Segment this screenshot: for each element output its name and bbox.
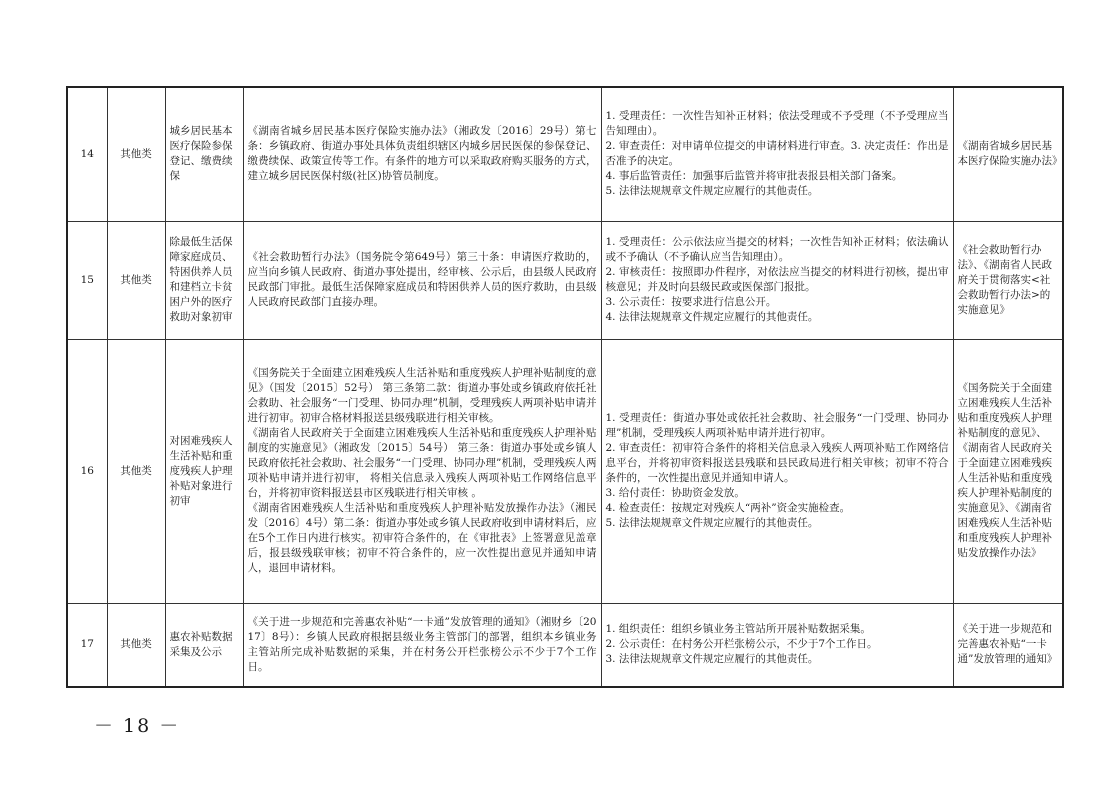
row-item-name: 除最低生活保障家庭成员、特困供养人员和建档立卡贫困户外的医疗救助对象初审	[165, 221, 243, 339]
responsibility-line: 4. 法律法规规章文件规定应履行的其他责任。	[605, 311, 819, 323]
row-category: 其他类	[107, 87, 165, 221]
table-row	[67, 87, 1063, 221]
responsibility-line: 3. 法律法规规章文件规定应履行的其他责任。	[605, 653, 819, 666]
responsibility-line: 1. 受理责任：街道办事处或依托社会救助、社会服务“一门受理、协同办理”机制，受理残疾人两项补贴申请并进行初审。	[605, 412, 949, 439]
row-category: 其他类	[107, 221, 165, 339]
responsibility-line: 5. 法律法规规章文件规定应履行的其他责任。	[605, 517, 819, 529]
row-legal-basis	[243, 603, 601, 687]
table-row	[67, 221, 1063, 339]
row-law-source: 《国务院关于全面建立困难残疾人生活补贴和重度残疾人护理补贴制度的意见》、《湖南省人民政府关于全面建立困难残疾人生活补贴和重度残疾人护理补贴制度的实施意见》、《湖南省困难残疾人生活补贴和重度残疾人护理补贴发放操作办法》	[953, 339, 1063, 603]
responsibility-line: 1. 组织责任：组织乡镇业务主管站所开展补贴数据采集。	[605, 623, 871, 636]
row-law-source: 《湖南省城乡居民基本医疗保险实施办法》	[953, 87, 1063, 221]
basis-paragraph: 《湖南省人民政府关于全面建立困难残疾人生活补贴和重度残疾人护理补贴制度的实施意见》（湘政发〔2015〕54号） 第三条：街道办事处或乡镇人民政府依托社会救助、社会服务“一门受理、协同办理”机制，受理残疾人两项补贴申请并进行初审， 将相关信息录入残疾人两项补贴工作网络信息平台，并将初审资料报送县市区残联进行相关审核 。	[247, 427, 597, 499]
responsibility-line: 2. 公示责任：在村务公开栏张榜公示，不少于7个工作日。	[605, 638, 878, 651]
row-category: 其他类	[107, 603, 165, 687]
responsibility-line: 1. 受理责任：公示依法应当提交的材料；一次性告知补正材料；依法确认或不予确认（不予确认应当告知理由）。	[605, 236, 949, 263]
table-row	[67, 339, 1063, 603]
row-law-source: 《社会救助暂行办法》、《湖南省人民政府关于贯彻落实<社会救助暂行办法>的实施意见》	[953, 221, 1063, 339]
responsibility-line: 4. 事后监管责任：加强事后监管并将审批表报县相关部门备案。	[605, 170, 903, 183]
responsibility-table	[66, 86, 1064, 688]
row-number: 16	[67, 339, 107, 603]
row-responsibilities	[601, 221, 953, 339]
row-responsibilities	[601, 339, 953, 603]
row-responsibilities	[601, 603, 953, 687]
page-number: － 18 －	[94, 715, 181, 737]
basis-paragraph: 《湖南省城乡居民基本医疗保险实施办法》（湘政发〔2016〕29号）第七条：乡镇政府、街道办事处具体负责组织辖区内城乡居民医保的参保登记、缴费续保、政策宣传等工作。有条件的地方可以采取政府购买服务的方式，建立城乡居民医保村级(社区)协管员制度。	[247, 125, 597, 183]
basis-paragraph: 《社会救助暂行办法》（国务院令第649号）第三十条：申请医疗救助的，应当向乡镇人民政府、街道办事处提出，经审核、公示后，由县级人民政府民政部门审批。最低生活保障家庭成员和特困供养人员的医疗救助，由县级人民政府民政部门直接办理。	[247, 251, 597, 308]
responsibility-line: 4. 检查责任：按规定对残疾人“两补”资金实施检查。	[605, 502, 851, 514]
row-legal-basis	[243, 339, 601, 603]
responsibility-line: 3. 给付责任：协助资金发放。	[605, 487, 745, 499]
row-item-name: 对困难残疾人生活补贴和重度残疾人护理补贴对象进行初审	[165, 339, 243, 603]
row-item-name: 惠农补贴数据采集及公示	[165, 603, 243, 687]
basis-paragraph: 《湖南省困难残疾人生活补贴和重度残疾人护理补贴发放操作办法》（湘民发〔2016〕4号）第二条：街道办事处或乡镇人民政府收到申请材料后，应在5个工作日内进行核实。初审符合条件的，在《审批表》上签署意见盖章后，报县级残联审核；初审不符合条件的，应一次性提出意见并通知申请人，退回申请材料。	[247, 502, 597, 574]
responsibility-line: 3. 公示责任：按要求进行信息公开。	[605, 296, 777, 308]
responsibility-line: 1. 受理责任：一次性告知补正材料；依法受理或不予受理（不予受理应当告知理由）。	[605, 110, 949, 138]
row-number: 17	[67, 603, 107, 687]
row-legal-basis	[243, 87, 601, 221]
row-responsibilities	[601, 87, 953, 221]
row-number: 14	[67, 87, 107, 221]
responsibility-line: 2. 审查责任：对申请单位提交的申请材料进行审查。3. 决定责任：作出是否准予的决定。	[605, 140, 949, 168]
responsibility-line: 2. 审查责任：初审符合条件的将相关信息录入残疾人两项补贴工作网络信息平台，并将初审资料报送县残联和县民政局进行相关审核；初审不符合条件的，一次性提出意见并通知申请人。	[605, 442, 949, 484]
responsibility-line: 5. 法律法规规章文件规定应履行的其他责任。	[605, 185, 819, 198]
responsibility-line: 2. 审核责任：按照即办件程序，对依法应当提交的材料进行初核，提出审核意见；并及时向县级民政或医保部门报批。	[605, 266, 949, 293]
basis-paragraph: 《关于进一步规范和完善惠农补贴“一卡通”发放管理的通知》（湘财乡〔2017〕8号）：乡镇人民政府根据县级业务主管部门的部署，组织本乡镇业务主管站所完成补贴数据的采集，并在村务公开栏张榜公示不少于7个工作日。	[247, 615, 597, 673]
row-category: 其他类	[107, 339, 165, 603]
row-number: 15	[67, 221, 107, 339]
row-item-name: 城乡居民基本医疗保险参保登记、缴费续保	[165, 87, 243, 221]
row-legal-basis	[243, 221, 601, 339]
row-law-source: 《关于进一步规范和完善惠农补贴“一卡通”发放管理的通知》	[953, 603, 1063, 687]
basis-paragraph: 《国务院关于全面建立困难残疾人生活补贴和重度残疾人护理补贴制度的意见》（国发〔2015〕52号） 第三条第二款：街道办事处或乡镇政府依托社会救助、社会服务“一门受理、协同办理”机制，受理残疾人两项补贴申请并进行初审。初审合格材料报送县级残联进行相关审核。	[247, 367, 597, 424]
table-row	[67, 603, 1063, 687]
